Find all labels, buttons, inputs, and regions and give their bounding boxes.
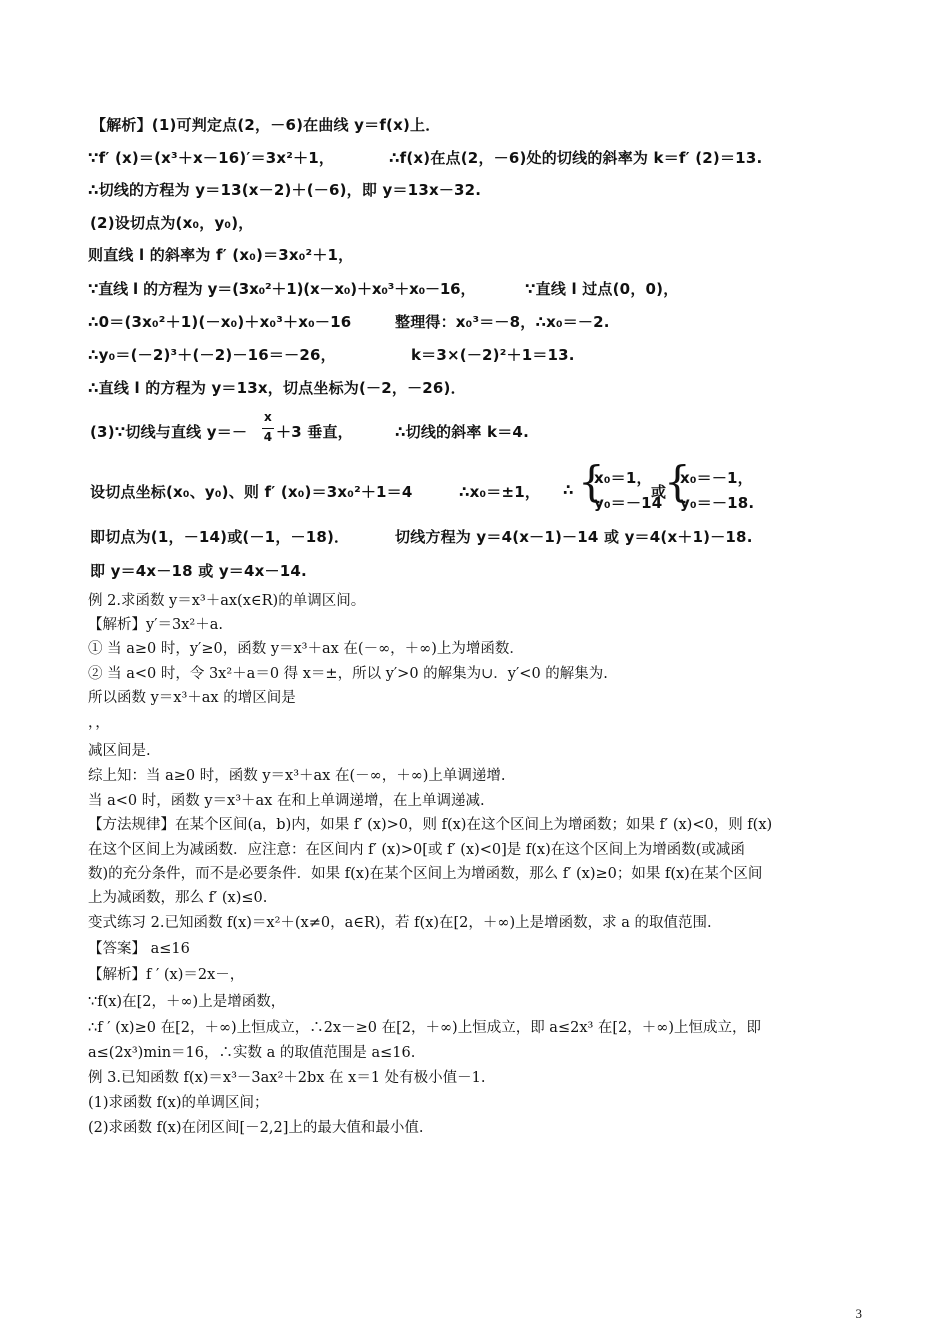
method-rule-line-1: 【方法规律】在某个区间(a，b)内，如果 f′ (x)>0，则 f(x)在这个区间上为增函数；如果 f′ (x)<0，则 f(x): [88, 817, 773, 833]
solution-line-12a: 即切点为(1，－14)或(－1，－18)．: [90, 528, 350, 546]
text-line-20: 减区间是.: [88, 743, 151, 759]
solution-line-9: ∴直线 l 的方程为 y＝13x，切点坐标为(－2，－26)．: [88, 379, 466, 397]
solution-line-8b: k＝3×(－2)²＋1＝13.: [411, 346, 575, 364]
fraction-bar: [262, 428, 274, 429]
text-line-30: ∵f(x)在[2，＋∞)上是增函数，: [88, 994, 286, 1010]
text-line-22: 当 a<0 时，函数 y＝x³＋ax 在和上单调递增，在上单调递减.: [88, 793, 485, 809]
example-3-part-2: (2)求函数 f(x)在闭区间[－2,2]上的最大值和最小值.: [88, 1120, 424, 1136]
example-3-part-1: (1)求函数 f(x)的单调区间；: [88, 1095, 269, 1111]
solution-line-6b: ∵直线 l 过点(0，0)，: [525, 280, 679, 298]
text-line-16: ① 当 a≥0 时，y′≥0，函数 y＝x³＋ax 在(－∞，＋∞)上为增函数．: [88, 641, 524, 657]
system-brace-2: {: [664, 457, 691, 506]
system-2-eq-2: y₀＝－18.: [680, 494, 755, 512]
solution-line-7a: ∴0＝(3x₀²＋1)(－x₀)＋x₀³＋x₀－16: [88, 313, 352, 331]
solution-line-12b: 切线方程为 y＝4(x－1)－14 或 y＝4(x＋1)－18.: [395, 528, 753, 546]
exercise-2-title: 变式练习 2.已知函数 f(x)＝x²＋(x≠0，a∈R)，若 f(x)在[2，＋∞)上是增函数，求 a 的取值范围.: [88, 915, 712, 931]
solution-line-4: (2)设切点为(x₀，y₀)，: [90, 214, 254, 232]
text-line-18: 所以函数 y＝x³＋ax 的增区间是: [88, 690, 296, 706]
system-1-eq-2: y₀＝－14: [594, 494, 663, 512]
solution-line-1: 【解析】(1)可判定点(2，－6)在曲线 y＝f(x)上．: [91, 116, 441, 134]
fraction-denominator: 4: [263, 430, 273, 444]
text-line-19: ，，: [88, 715, 110, 731]
solution-line-10b: ＋3 垂直，: [276, 423, 353, 441]
example-3-title: 例 3.已知函数 f(x)＝x³－3ax²＋2bx 在 x＝1 处有极小值－1.: [88, 1070, 486, 1086]
method-rule-line-3: 数)的充分条件，而不是必要条件．如果 f(x)在某个区间上为增函数，那么 f′ (x)≥0；如果 f(x)在某个区间: [88, 866, 763, 882]
example-2-title: 例 2.求函数 y＝x³＋ax(x∈R)的单调区间。: [88, 593, 366, 609]
solution-line-2b: ∴f(x)在点(2，－6)处的切线的斜率为 k＝f′ (2)＝13.: [389, 149, 763, 167]
system-brace-1: {: [578, 457, 605, 506]
or-connector: 或: [651, 483, 667, 501]
text-line-17: ② 当 a<0 时，令 3x²＋a＝0 得 x＝±，所以 y′>0 的解集为∪．y′<0 的解集为.: [88, 666, 608, 682]
solution-line-5: 则直线 l 的斜率为 f′ (x₀)＝3x₀²＋1，: [88, 246, 354, 264]
text-line-31: ∴f ′ (x)≥0 在[2，＋∞)上恒成立，∴2x－≥0 在[2，＋∞)上恒成立，即 a≤2x³ 在[2，＋∞)上恒成立，即: [88, 1020, 762, 1036]
text-line-15: 【解析】y′＝3x²＋a.: [88, 617, 223, 633]
solution-line-10a: (3)∵切线与直线 y＝－: [90, 423, 248, 441]
system-2-eq-1: x₀＝－1，: [680, 469, 753, 487]
answer-line: 【答案】 a≤16: [88, 941, 190, 957]
solution-line-10c: ∴切线的斜率 k＝4.: [395, 423, 529, 441]
solution-line-6a: ∵直线 l 的方程为 y＝(3x₀²＋1)(x－x₀)＋x₀³＋x₀－16，: [88, 280, 476, 298]
method-rule-line-4: 上为减函数，那么 f′ (x)≤0.: [88, 890, 268, 906]
page-number: 3: [855, 1306, 862, 1321]
method-rule-line-2: 在这个区间上为减函数．应注意：在区间内 f′ (x)>0[或 f′ (x)<0]是 f(x)在这个区间上为增函数(或减函: [88, 842, 745, 858]
solution-line-11b: ∴x₀＝±1，: [459, 483, 541, 501]
text-line-32: a≤(2x³)min＝16，∴实数 a 的取值范围是 a≤16.: [88, 1045, 416, 1061]
text-line-29: 【解析】f ′ (x)＝2x－，: [88, 967, 245, 983]
text-line-21: 综上知：当 a≥0 时，函数 y＝x³＋ax 在(－∞，＋∞)上单调递增.: [88, 768, 506, 784]
solution-line-13: 即 y＝4x－18 或 y＝4x－14.: [90, 562, 307, 580]
solution-line-2a: ∵f′ (x)＝(x³＋x－16)′＝3x²＋1，: [88, 149, 335, 167]
solution-line-11c: ∴: [563, 481, 574, 499]
solution-line-3: ∴切线的方程为 y＝13(x－2)＋(－6)，即 y＝13x－32.: [88, 181, 482, 199]
solution-line-7b: 整理得：x₀³＝－8，∴x₀＝－2.: [395, 313, 610, 331]
solution-line-11a: 设切点坐标(x₀、y₀)、则 f′ (x₀)＝3x₀²＋1＝4: [90, 483, 413, 501]
solution-line-8a: ∴y₀＝(－2)³＋(－2)－16＝－26，: [88, 346, 336, 364]
system-1-eq-1: x₀＝1，: [594, 469, 652, 487]
fraction-numerator: x: [264, 410, 272, 424]
